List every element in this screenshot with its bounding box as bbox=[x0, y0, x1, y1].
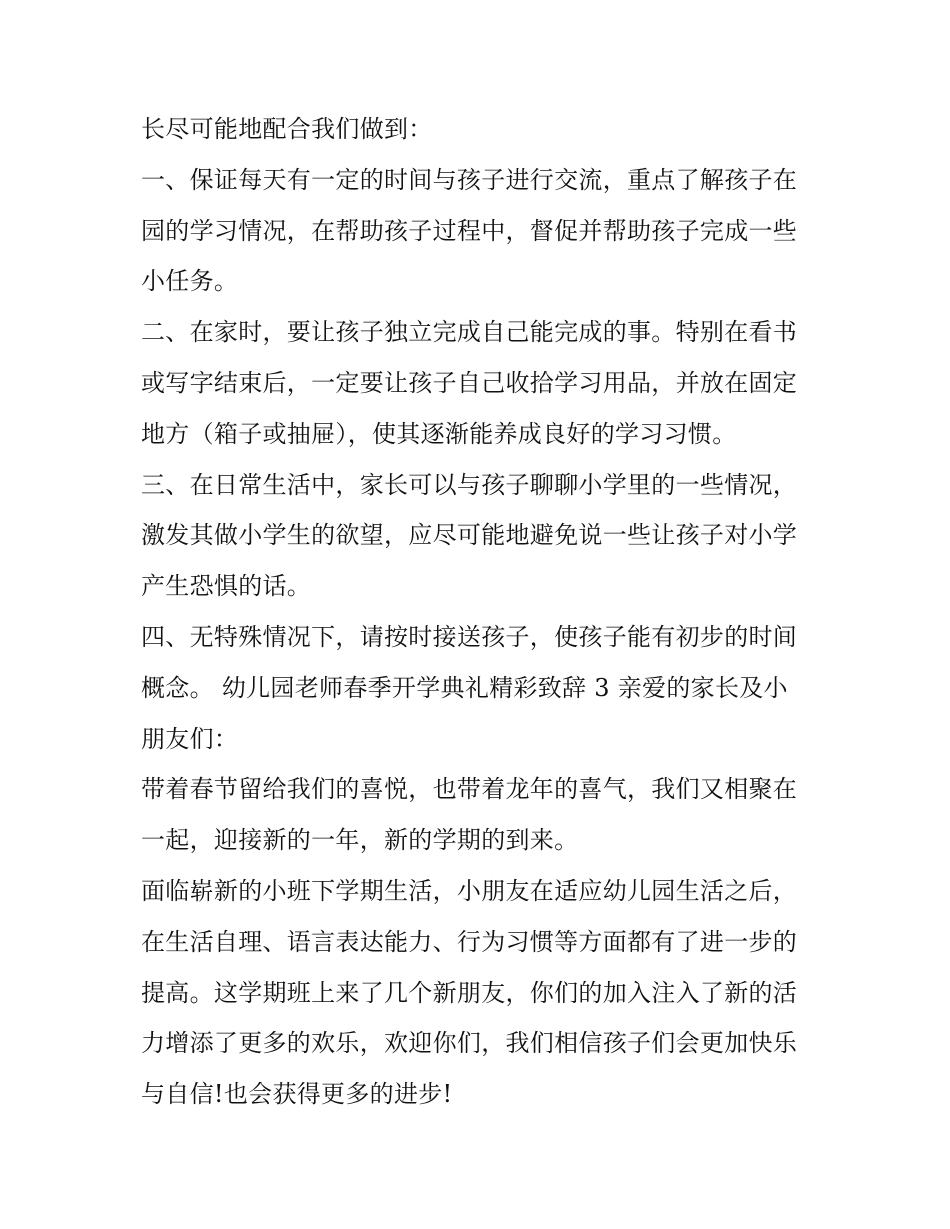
document-body bbox=[141, 110, 821, 1126]
text-line: 或写字结束后，一定要让孩子自己收拾学习用品，并放在固定 bbox=[141, 368, 798, 397]
text-line: 概念。 幼儿园老师春季开学典礼精彩致辞 3 亲爱的家长及小 bbox=[141, 673, 788, 702]
text-line: 提高。这学期班上来了几个新朋友，你们的加入注入了新的活 bbox=[141, 978, 798, 1007]
text-line: 力增添了更多的欢乐，欢迎你们，我们相信孩子们会更加快乐 bbox=[141, 1029, 798, 1058]
text-line: 一、保证每天有一定的时间与孩子进行交流，重点了解孩子在 bbox=[141, 165, 798, 194]
text-line: 园的学习情况，在帮助孩子过程中，督促并帮助孩子完成一些 bbox=[141, 216, 798, 245]
text-line: 小任务。 bbox=[141, 267, 239, 296]
text-line: 与自信!也会获得更多的进步! bbox=[141, 1080, 453, 1109]
text-line: 面临崭新的小班下学期生活，小朋友在适应幼儿园生活之后， bbox=[141, 876, 798, 905]
text-line: 二、在家时，要让孩子独立完成自己能完成的事。特别在看书 bbox=[141, 318, 798, 347]
text-line: 在生活自理、语言表达能力、行为习惯等方面都有了进一步的 bbox=[141, 927, 798, 956]
text-line: 朋友们： bbox=[141, 724, 239, 753]
text-line: 产生恐惧的话。 bbox=[141, 572, 312, 601]
text-line: 激发其做小学生的欲望，应尽可能地避免说一些让孩子对小学 bbox=[141, 521, 798, 550]
text-line: 地方（箱子或抽屉），使其逐渐能养成良好的学习习惯。 bbox=[141, 419, 737, 448]
text-line: 长尽可能地配合我们做到： bbox=[141, 115, 433, 143]
text-line: 带着春节留给我们的喜悦，也带着龙年的喜气，我们又相聚在 bbox=[141, 775, 798, 804]
text-line: 一起，迎接新的一年，新的学期的到来。 bbox=[141, 826, 579, 855]
text-line: 三、在日常生活中，家长可以与孩子聊聊小学里的一些情况， bbox=[141, 470, 798, 499]
text-line: 四、无特殊情况下，请按时接送孩子，使孩子能有初步的时间 bbox=[141, 622, 798, 651]
